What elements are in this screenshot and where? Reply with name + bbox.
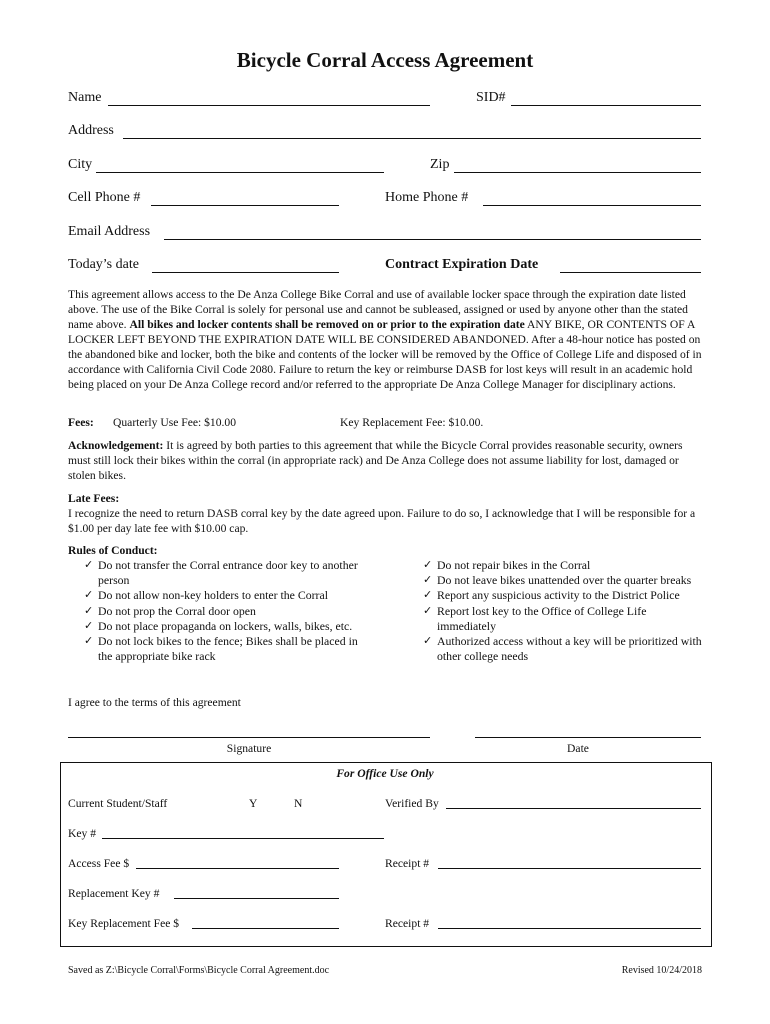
rule-item: ✓ Do not transfer the Corral entrance door key to another person (84, 558, 364, 588)
rules-left-list (84, 558, 364, 664)
city-label: City (68, 157, 93, 172)
todays-date-label: Today’s date (68, 257, 139, 272)
footer-saved-as: Saved as Z:\Bicycle Corral\Forms\Bicycle Corral Agreement.doc (68, 965, 330, 976)
name-field[interactable] (108, 105, 430, 106)
verified-by-field[interactable] (446, 808, 701, 809)
rule-item: ✓ Do not lock bikes to the fence; Bikes shall be placed in the appropriate bike rack (84, 634, 364, 664)
rules-label: Rules of Conduct: (68, 544, 158, 557)
date-label: Date (567, 742, 589, 755)
key-number-field[interactable] (102, 838, 384, 839)
rule-item: ✓ Do not prop the Corral door open (84, 604, 364, 619)
cell-phone-label: Cell Phone # (68, 190, 141, 205)
fees-label: Fees: (68, 416, 94, 429)
office-use-title: For Office Use Only (336, 767, 434, 780)
rule-item: ✓ Report any suspicious activity to the District Police (423, 588, 703, 603)
address-field[interactable] (123, 138, 701, 139)
rule-item: ✓ Do not allow non-key holders to enter the Corral (84, 588, 364, 603)
todays-date-field[interactable] (152, 272, 339, 273)
date-field[interactable] (475, 737, 701, 738)
home-phone-label: Home Phone # (385, 190, 469, 205)
zip-field[interactable] (454, 172, 701, 173)
rule-item: ✓ Do not leave bikes unattended over the quarter breaks (423, 573, 703, 588)
key-replacement-fee: Key Replacement Fee: $10.00. (340, 416, 484, 429)
name-label: Name (68, 90, 102, 105)
receipt-field-2[interactable] (438, 928, 701, 929)
email-field[interactable] (164, 239, 701, 240)
current-student-label: Current Student/Staff (68, 797, 168, 810)
address-label: Address (68, 123, 114, 138)
replacement-key-label: Replacement Key # (68, 887, 160, 900)
contract-expiration-label: Contract Expiration Date (385, 257, 539, 272)
acknowledgement-paragraph (68, 438, 704, 483)
contract-expiration-field[interactable] (560, 272, 701, 273)
rule-item: ✓ Do not place propaganda on lockers, walls, bikes, etc. (84, 619, 364, 634)
late-fees-label: Late Fees: (68, 492, 120, 505)
access-fee-label: Access Fee $ (68, 857, 130, 870)
late-fees-text: I recognize the need to return DASB corral key by the date agreed upon. Failure to do so, I acknowledge that I will be responsible for a $1.00 per day late fee with $10.00 cap. (68, 507, 696, 535)
rule-item: ✓ Report lost key to the Office of College Life immediately (423, 604, 703, 634)
rule-item: ✓ Authorized access without a key will be prioritized with other college needs (423, 634, 703, 664)
agreement-text-1: This agreement allows access to the De Anza College Bike Corral and use of available locker space through the expiration date listed above. The use of the Bike Corral is solely for personal use and cannot be subleased, assigned or used by anyone other than the stated name above. (68, 288, 688, 331)
document-title: Bicycle Corral Access Agreement (236, 48, 534, 72)
quarterly-fee: Quarterly Use Fee: $10.00 (113, 416, 236, 429)
footer-revised: Revised 10/24/2018 (621, 965, 702, 976)
email-label: Email Address (68, 224, 151, 239)
acknowledgement-text: It is agreed by both parties to this agreement that while the Bicycle Corral provides reasonable security, owners must still lock their bikes within the corral (in appropriate rack) and De Anza College does not assume liability for lost, damaged or stolen bikes. (68, 439, 683, 482)
rule-item: ✓ Do not repair bikes in the Corral (423, 558, 703, 573)
city-field[interactable] (96, 172, 384, 173)
no-option[interactable]: N (294, 797, 303, 810)
signature-label: Signature (226, 742, 272, 755)
zip-label: Zip (430, 157, 450, 172)
receipt-field-1[interactable] (438, 868, 701, 869)
signature-field[interactable] (68, 737, 430, 738)
agree-text: I agree to the terms of this agreement (68, 696, 241, 709)
agreement-text-2: ANY BIKE, OR CONTENTS OF A LOCKER LEFT BEYOND THE EXPIRATION DATE WILL BE CONSIDERED ABANDONED. After a 48-hour notice has posted on the abandoned bike and locker, both the bike and contents of the locker will be removed by the Office of College Life and disposed of in accordance with California Civil Code 2080. Failure to return the key or reimburse DASB for lost keys will result in an academic hold being placed on your De Anza College record and/or referred to the appropriate De Anza College Manager for disciplinary actions. (68, 318, 702, 391)
receipt-label-2: Receipt # (385, 917, 430, 930)
access-fee-field[interactable] (136, 868, 339, 869)
key-replacement-fee-label: Key Replacement Fee $ (68, 917, 180, 930)
key-replacement-fee-field[interactable] (192, 928, 339, 929)
rules-right-list (423, 558, 703, 664)
agreement-paragraph (68, 287, 704, 392)
sid-field[interactable] (511, 105, 701, 106)
acknowledgement-label: Acknowledgement: (68, 439, 164, 452)
verified-by-label: Verified By (385, 797, 439, 810)
sid-label: SID# (476, 90, 506, 105)
cell-phone-field[interactable] (151, 205, 339, 206)
agreement-bold-text: All bikes and locker contents shall be removed on or prior to the expiration date (129, 318, 525, 331)
replacement-key-field[interactable] (174, 898, 339, 899)
receipt-label-1: Receipt # (385, 857, 430, 870)
home-phone-field[interactable] (483, 205, 701, 206)
key-number-label: Key # (68, 827, 97, 840)
yes-option[interactable]: Y (249, 797, 258, 810)
